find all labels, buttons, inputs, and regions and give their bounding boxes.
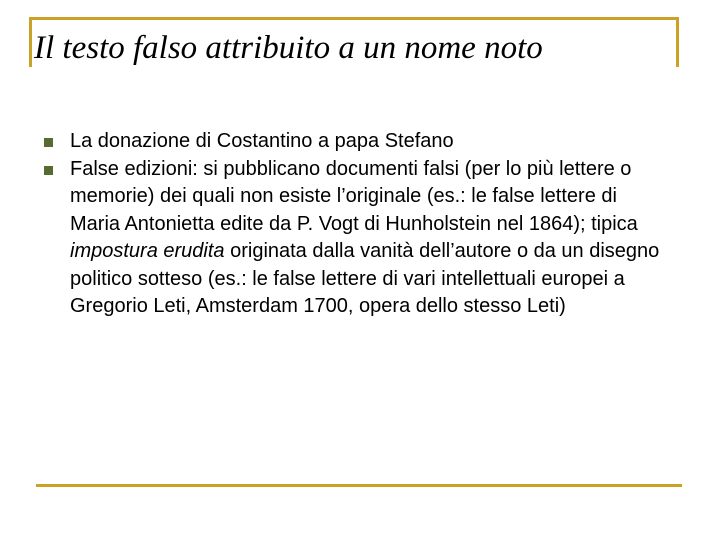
bullet-text: La donazione di Costantino a papa Stefano xyxy=(70,130,454,152)
square-bullet-icon xyxy=(44,138,53,147)
bullet-item-donazione xyxy=(44,128,664,156)
bullet-text-emphasis: impostura erudita xyxy=(70,240,225,262)
slide-title: Il testo falso attribuito a un nome noto xyxy=(34,30,543,66)
title-frame-left-line xyxy=(29,17,32,67)
bullet-text-part: originata dalla vanità dell’autore o da un disegno politico sotteso (es.: le false lettere di vari intellettuali europei a Gregorio Leti, Amsterdam 1700, opera dello stesso Leti) xyxy=(70,240,660,317)
bullet-text xyxy=(70,158,659,318)
bullet-text-part: False edizioni: si pubblicano documenti falsi (per lo più lettere o memorie) dei quali non esiste l’originale (es.: le false lettere di Maria Antonietta edite da P. Vogt di Hunholstein nel 1864); tipica xyxy=(70,157,638,235)
title-frame-top-line xyxy=(29,17,679,20)
bullet-item-false-edizioni xyxy=(44,156,664,321)
title-frame-right-line xyxy=(676,17,679,67)
bullet-list xyxy=(44,128,664,321)
square-bullet-icon xyxy=(44,166,53,175)
footer-divider-line xyxy=(36,484,682,487)
